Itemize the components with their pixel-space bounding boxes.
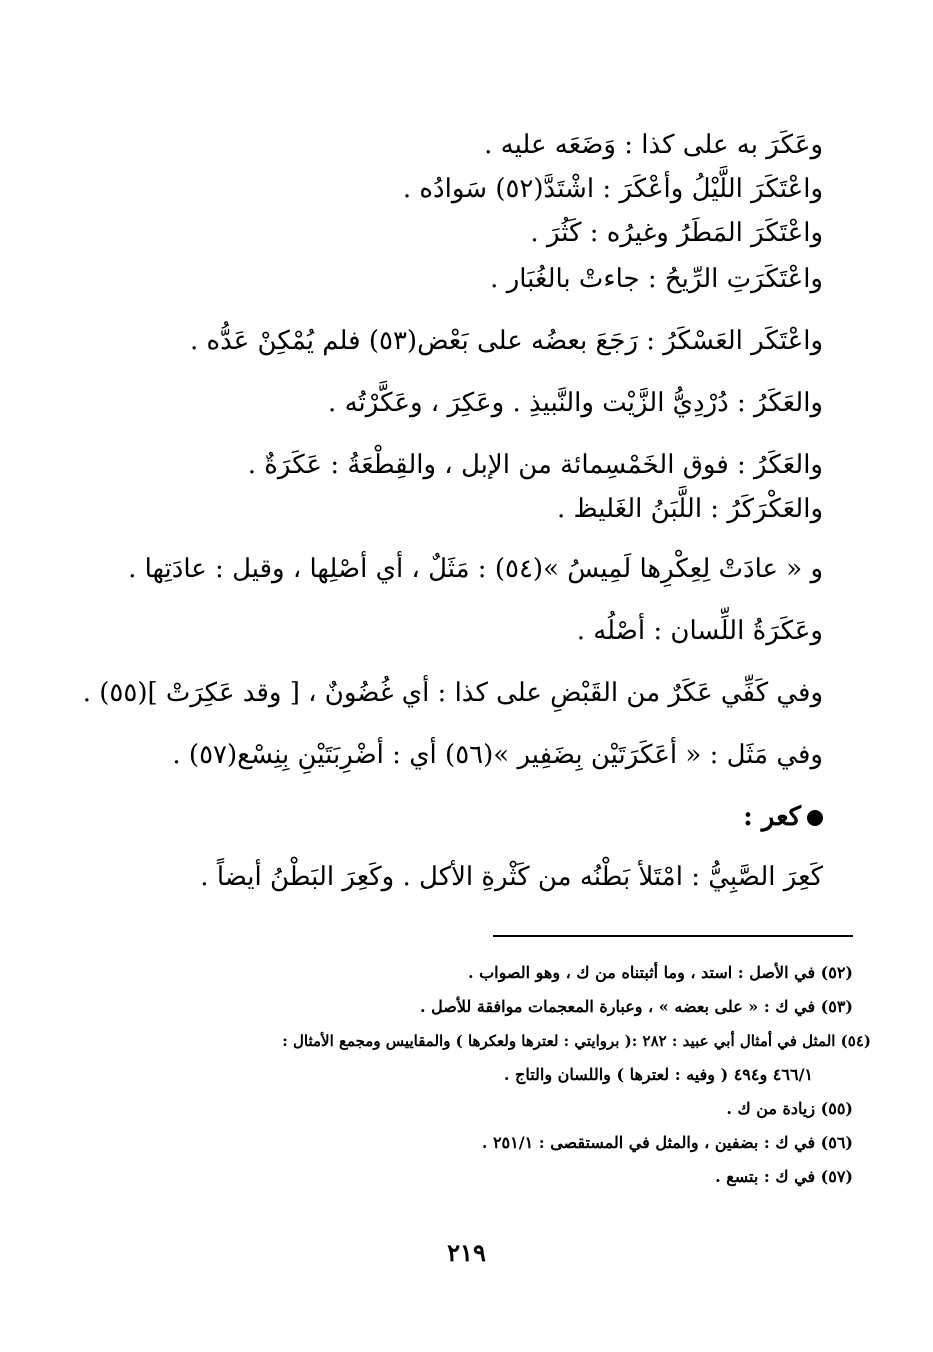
root-heading bbox=[743, 800, 823, 834]
bullet-icon bbox=[807, 810, 823, 826]
entry-line: والعَكَرُ : دُرْدِيُّ الزَّيْت والنَّبيذِ . وعَكِرَ ، وعَكَّرْتُه . bbox=[328, 388, 823, 418]
entry-line: وفي كَفِّي عَكَرٌ من القَبْضِ على كذا : أي غُضُونٌ ، [ وقد عَكِرَتْ ](٥٥) . bbox=[82, 678, 823, 708]
footnote-continuation: ٤٦٦/١ و٤٩٤ ( وفيه : لعترها ) واللسان والتاج . bbox=[503, 1065, 813, 1084]
footnote-divider bbox=[493, 935, 853, 937]
entry-line: وعَكَرَةُ اللِّسان : أصْلُه . bbox=[576, 616, 823, 646]
entry-line: وفي مَثَل : « أعَكَرَتَيْن بِضَفِير »(٥٦) أي : أضْرِبَتَيْنِ بِنِسْع(٥٧) . bbox=[172, 740, 823, 770]
footnote: (٥٧) في ك : بتسع . bbox=[715, 1167, 853, 1186]
footnote: (٥٦) في ك : بضفين ، والمثل في المستقصى : ٢٥١/١ . bbox=[481, 1133, 853, 1152]
entry-line: واعْتَكَرَ اللَّيْلُ وأعْكَرَ : اشْتَدَّ(٥٢) سَوادُه . bbox=[402, 174, 823, 204]
entry-line: و « عادَتْ لِعِكْرِها لَمِيسُ »(٥٤) : مَثَلٌ ، أي أصْلِها ، وقيل : عادَتِها . bbox=[128, 554, 823, 584]
root-heading-label: كعر : bbox=[743, 802, 801, 832]
entry-line: والعَكْرَكَرُ : اللَّبَنُ الغَليظ . bbox=[557, 494, 823, 524]
entry-line: واعْتَكَرَ المَطَرُ وغيرُه : كَثُرَ . bbox=[530, 218, 823, 248]
entry-line: وعَكَرَ به على كذا : وَضَعَه عليه . bbox=[484, 130, 823, 160]
entry-line: والعَكَرُ : فوق الخَمْسِمائة من الإبل ، والقِطْعَةُ : عَكَرَةٌ . bbox=[247, 450, 823, 480]
entry-line: كَعِرَ الصَّبِيُّ : امْتَلأ بَطْنُه من كَثْرةِ الأكل . وكَعِرَ البَطْنُ أيضاً . bbox=[200, 862, 823, 892]
footnote: (٥٣) في ك : « على بعضه » ، وعبارة المعجمات موافقة للأصل . bbox=[420, 997, 853, 1016]
footnote: (٥٤) المثل في أمثال أبي عبيد : ٢٨٢ :( بروايتي : لعترها ولعكرها ) والمقاييس ومجمع الأمثال : bbox=[282, 1032, 871, 1050]
footnote: (٥٥) زيادة من ك . bbox=[726, 1099, 853, 1118]
page-number: ٢١٩ bbox=[447, 1238, 486, 1267]
footnote: (٥٢) في الأصل : استد ، وما أثبتناه من ك ، وهو الصواب . bbox=[467, 963, 853, 982]
entry-line: واعْتَكَرَتِ الرِّيحُ : جاءتْ بالغُبَار . bbox=[490, 264, 823, 294]
entry-line: واعْتَكَر العَسْكَرُ : رَجَعَ بعضُه على بَعْض(٥٣) فلم يُمْكِنْ عَدُّه . bbox=[189, 326, 823, 356]
